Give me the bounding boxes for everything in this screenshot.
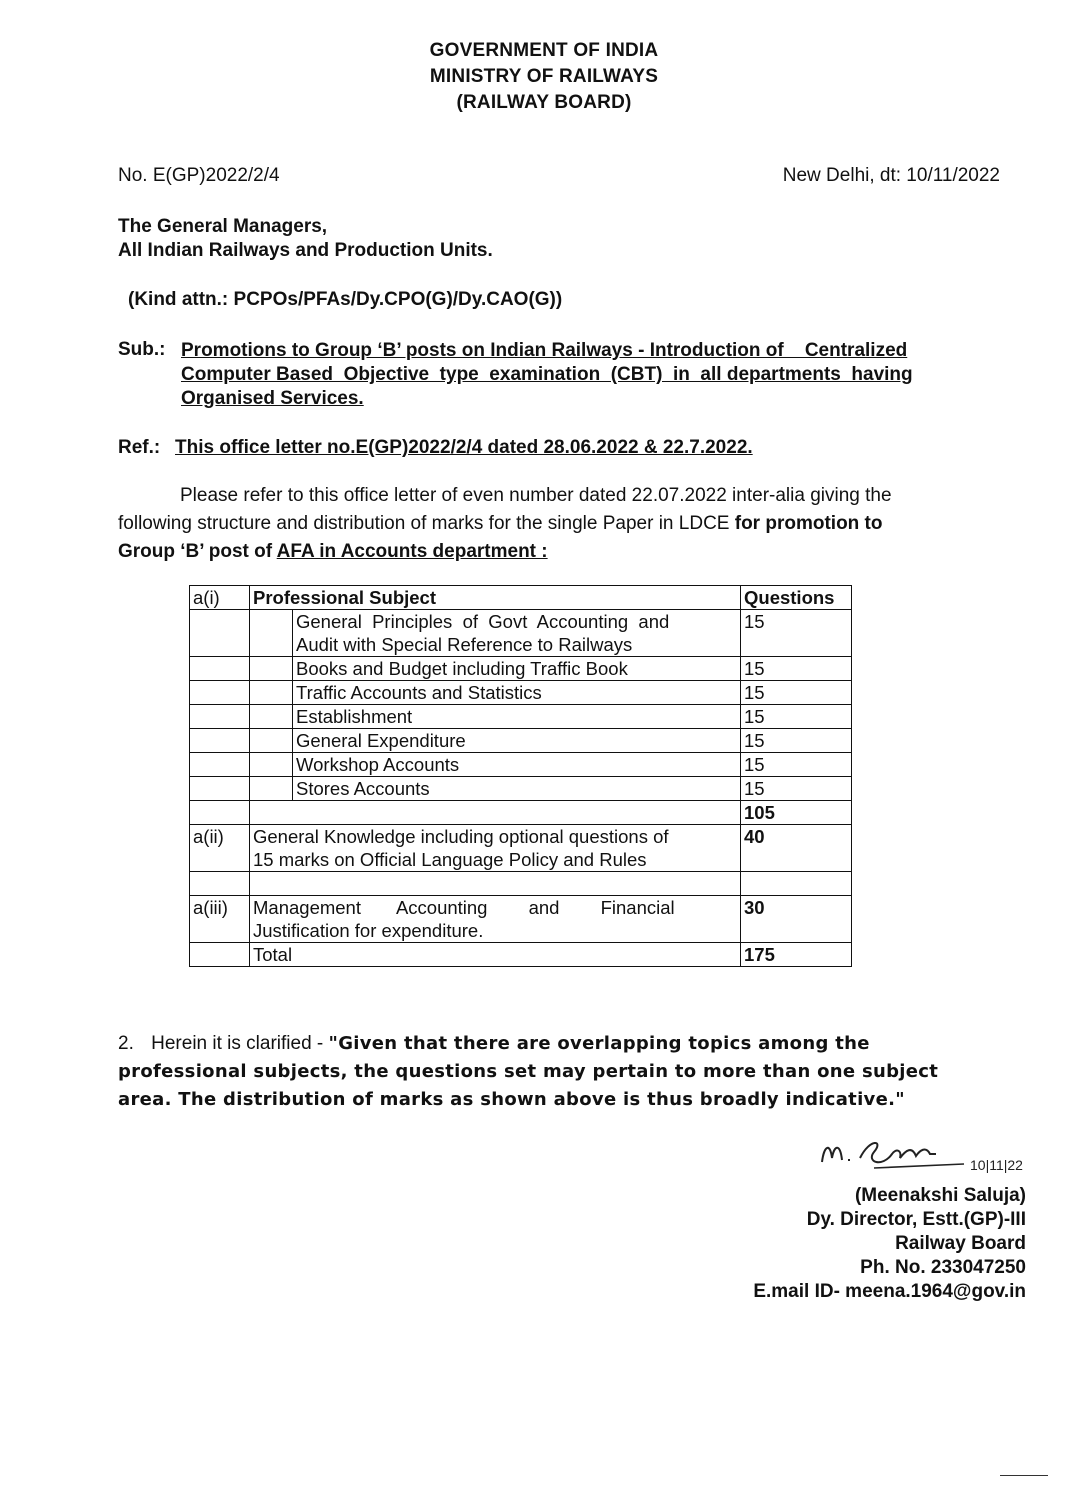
- subject-name: Establishment: [293, 705, 741, 729]
- table-row: [190, 681, 852, 705]
- question-count: 15: [741, 777, 852, 801]
- mgmt-subject: Management Accounting and Financial Justification for expenditure.: [250, 896, 741, 943]
- table-row: [190, 705, 852, 729]
- clarification-bold1: "Given that there are overlapping topics among the: [328, 1033, 870, 1054]
- question-count: 15: [741, 681, 852, 705]
- table-row: [190, 753, 852, 777]
- gk-subject: General Knowledge including optional questions of 15 marks on Official Language Policy and Rules: [250, 825, 741, 872]
- header-ministry-government: GOVERNMENT OF INDIA: [429, 40, 659, 61]
- clarification-number: 2.: [118, 1033, 134, 1054]
- mgmt-row: [190, 896, 852, 943]
- signatory-designation: Dy. Director, Estt.(GP)-III: [806, 1209, 1026, 1230]
- signatory-phone: Ph. No. 233047250: [860, 1257, 1026, 1278]
- kind-attention: (Kind attn.: PCPOs/PFAs/Dy.CPO(G)/Dy.CAO(G)): [128, 289, 563, 310]
- mgmt-label: a(iii): [190, 896, 250, 943]
- letter-date: New Delhi, dt: 10/11/2022: [782, 165, 1000, 186]
- gk-questions: 40: [741, 825, 852, 872]
- clarification-plain: Herein it is clarified -: [151, 1033, 329, 1054]
- table-row: [190, 657, 852, 681]
- clarification-line1: [118, 1030, 870, 1058]
- clarification-bold3: area. The distribution of marks as shown above is thus broadly indicative.": [118, 1089, 905, 1110]
- header-board: (RAILWAY BOARD): [456, 92, 632, 113]
- signature-date-note: 10|11|22: [970, 1157, 1023, 1173]
- table-header-row: [190, 586, 852, 610]
- subject-name: Books and Budget including Traffic Book: [293, 657, 741, 681]
- table-row: [190, 610, 852, 657]
- signatory-email: E.mail ID- meena.1964@gov.in: [753, 1281, 1026, 1302]
- blank-row: [190, 872, 852, 896]
- header-subject: Professional Subject: [250, 586, 741, 610]
- clarification-bold2: professional subjects, the questions set may pertain to more than one subject: [118, 1061, 939, 1082]
- header-section: a(i): [190, 586, 250, 610]
- intro-line3: [118, 538, 566, 566]
- subject-line3: Organised Services.: [181, 388, 364, 409]
- intro-line3-bold: Group ‘B’ post of: [118, 541, 277, 562]
- gk-label: a(ii): [190, 825, 250, 872]
- addressee-line2: All Indian Railways and Production Units.: [118, 240, 493, 261]
- subtotal-row: [190, 801, 852, 825]
- subject-name: Stores Accounts: [293, 777, 741, 801]
- intro-line2: [118, 510, 883, 538]
- intro-line1: Please refer to this office letter of even number dated 22.07.2022 inter-alia giving the: [180, 485, 892, 506]
- subject-name: Workshop Accounts: [293, 753, 741, 777]
- subject-name: General Expenditure: [293, 729, 741, 753]
- reference-label: Ref.:: [118, 437, 161, 458]
- footer-mark: [1000, 1475, 1048, 1476]
- gk-row: [190, 825, 852, 872]
- signatory-office: Railway Board: [895, 1233, 1026, 1254]
- total-value: 175: [741, 943, 852, 967]
- question-count: 15: [741, 610, 852, 657]
- intro-line2-bold: for promotion to: [734, 513, 883, 534]
- subject-name: General Principles of Govt Accounting and Audit with Special Reference to Railways: [293, 610, 741, 657]
- subject-label: Sub.:: [118, 339, 166, 360]
- header-ministry: MINISTRY OF RAILWAYS: [429, 66, 659, 87]
- table-row: [190, 729, 852, 753]
- marks-distribution-table: [189, 585, 852, 967]
- signatory-name: (Meenakshi Saluja): [854, 1185, 1026, 1206]
- subject-name: Traffic Accounts and Statistics: [293, 681, 741, 705]
- subject-line1: Promotions to Group ‘B’ posts on Indian Railways - Introduction of Centralized: [181, 340, 908, 361]
- mgmt-questions: 30: [741, 896, 852, 943]
- letter-number: No. E(GP)2022/2/4: [118, 165, 280, 186]
- addressee-line1: The General Managers,: [118, 216, 328, 237]
- header-questions: Questions: [741, 586, 852, 610]
- subject-line2: Computer Based Objective type examination (CBT) in all departments having: [181, 364, 913, 385]
- reference-text: This office letter no.E(GP)2022/2/4 dated 28.06.2022 & 22.7.2022.: [175, 437, 753, 458]
- question-count: 15: [741, 657, 852, 681]
- question-count: 15: [741, 705, 852, 729]
- intro-line3-dept: AFA in Accounts department :: [276, 541, 548, 562]
- question-count: 15: [741, 753, 852, 777]
- table-row: [190, 777, 852, 801]
- total-row: [190, 943, 852, 967]
- question-count: 15: [741, 729, 852, 753]
- total-label: Total: [250, 943, 741, 967]
- subtotal-value: 105: [741, 801, 852, 825]
- intro-line2-plain: following structure and distribution of marks for the single Paper in LDCE: [118, 513, 735, 534]
